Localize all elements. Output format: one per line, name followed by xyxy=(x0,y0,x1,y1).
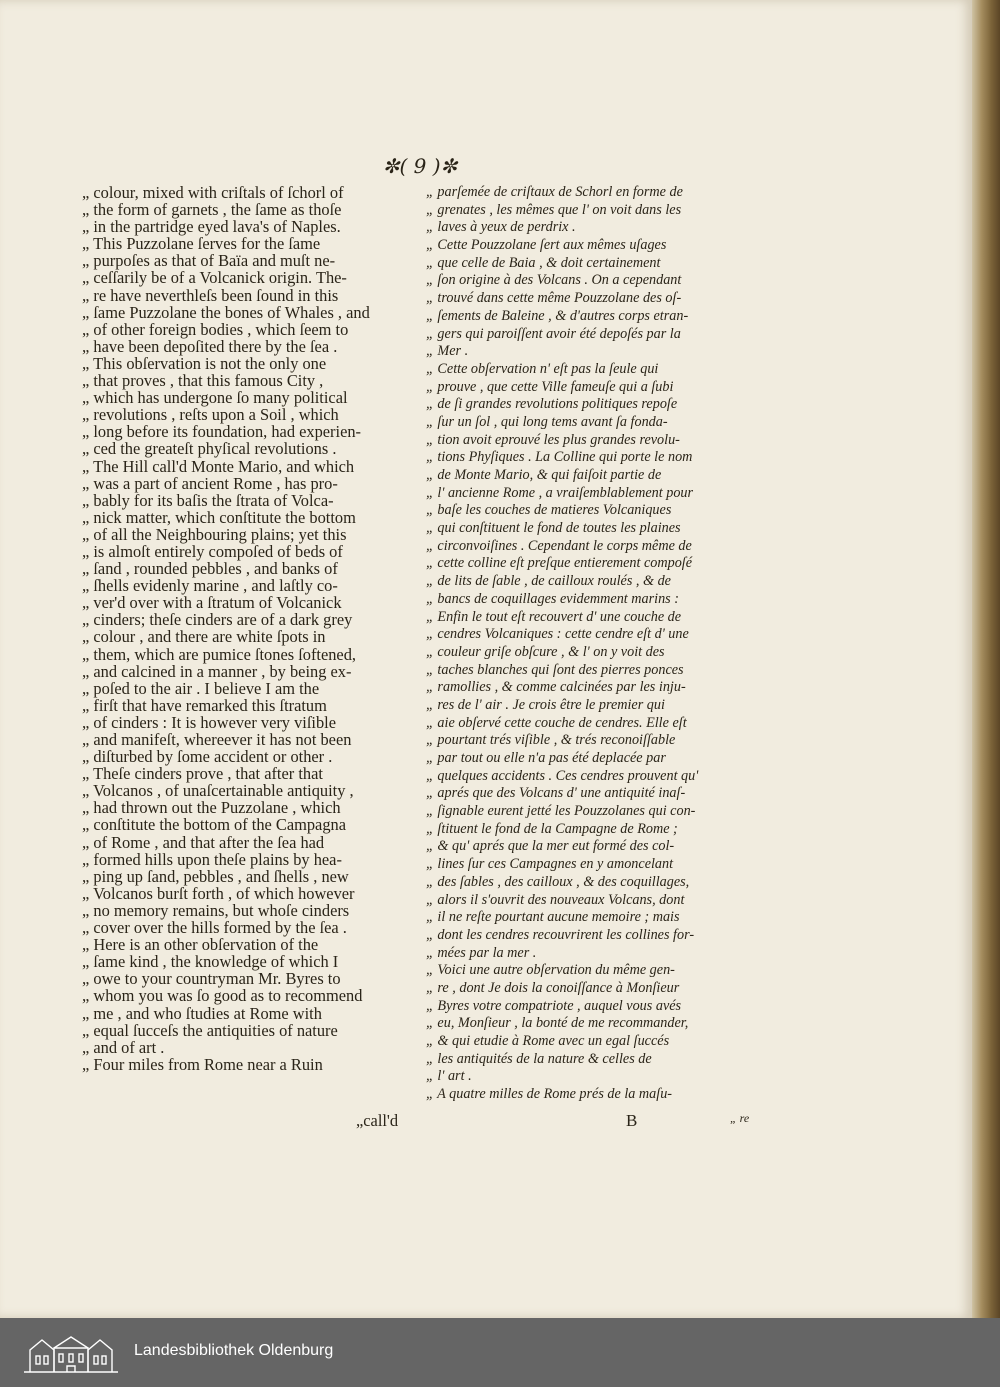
english-text-line: „ ſame kind , the knowledge of which I xyxy=(82,952,339,972)
french-text-line: „ & qui etudie à Rome avec un egal ſuccés xyxy=(426,1033,670,1049)
french-text-line: „ lines ſur ces Campagnes en y amoncelant xyxy=(426,856,674,873)
english-text-line: „ is almoſt entirely compoſed of beds of xyxy=(82,541,343,561)
english-text-line: „ of cinders : It is however very viſible xyxy=(82,712,336,732)
french-text-line: „ taches blanches qui ſont des pierres ponces xyxy=(426,661,684,678)
english-text-line: „ formed hills upon theſe plains by hea- xyxy=(82,849,342,869)
french-text-line: „ res de l' air . Je crois être le premier qui xyxy=(426,696,665,713)
catchword-english: „call'd xyxy=(356,1111,399,1130)
english-text-line: „ colour , and there are white ſpots in xyxy=(82,627,326,647)
english-text-line: „ conſtitute the bottom of the Campagna xyxy=(82,815,347,835)
english-text-line: „ bably for its baſis the ſtrata of Volca- xyxy=(82,490,334,510)
french-text-line: „ ſements de Baleine , & d'autres corps etran- xyxy=(426,307,689,324)
french-text-line: „ pourtant trés viſible , & trés reconoiſſable xyxy=(426,732,676,749)
french-text-line: „ couleur griſe obſcure , & l' on y voit des xyxy=(426,643,665,660)
french-text-line: „ de Monte Mario, & qui faiſoit partie de xyxy=(426,467,662,483)
french-text-line: „ parſemée de criſtaux de Schorl en forme de xyxy=(426,184,683,200)
english-text-line: „ equal ſucceſs the antiquities of nature xyxy=(82,1020,338,1040)
french-text-line: „ grenates , les mêmes que l' on voit dans les xyxy=(426,201,682,218)
english-text-line: „ ver'd over with a ſtratum of Volcanick xyxy=(82,593,342,613)
english-text-line: „ ſame Puzzolane the bones of Whales , and xyxy=(82,302,370,322)
english-text-line: „ and calcined in a manner , by being ex- xyxy=(82,661,352,681)
english-text-line: „ Four miles from Rome near a Ruin xyxy=(82,1054,323,1074)
french-text-line: „ ſon origine à des Volcans . On a cependant xyxy=(426,272,682,289)
english-text-line: „ This Puzzolane ſerves for the ſame xyxy=(82,234,321,254)
english-text-line: „ poſed to the air . I believe I am the xyxy=(82,678,320,698)
catchword-french: „ re xyxy=(730,1111,750,1125)
french-text-line: „ aie obſervé cette couche de cendres. Elle eſt xyxy=(426,714,687,731)
french-text-line: „ laves à yeux de perdrix . xyxy=(426,219,576,236)
english-text-line: „ of other foreign bodies , which ſeem to xyxy=(82,319,349,339)
english-text-line: „ ſhells evidenly marine , and laſtly co- xyxy=(82,576,338,596)
french-text-line: „ baſe les couches de matieres Volcaniques xyxy=(426,502,672,519)
french-text-line: „ Mer . xyxy=(426,343,469,360)
french-text-line: „ les antiquités de la nature & celles de xyxy=(426,1050,652,1067)
french-text-line: „ ſignable eurent jetté les Pouzzolanes qui con- xyxy=(426,803,696,820)
french-text-line: „ de ſi grandes revolutions politiques repoſe xyxy=(426,396,678,413)
english-text-line: „ Volcanos , of unaſcertainable antiquity , xyxy=(82,781,354,801)
footer-bar xyxy=(0,1318,1000,1387)
french-text-line: „ qui conſtituent le fond de toutes les plaines xyxy=(426,520,681,537)
english-text-line: „ have been depoſited there by the ſea . xyxy=(82,336,338,356)
english-text-line: „ and manifeſt, whereever it has not been xyxy=(82,730,352,749)
french-text-line: „ eu, Monſieur , la bonté de me recommander, xyxy=(426,1015,689,1032)
english-text-line: „ cover over the hills formed by the ſea . xyxy=(82,918,347,938)
french-text-line: „ de lits de ſable , de cailloux roulés , & de xyxy=(426,573,671,590)
french-text-line: „ aprés que des Volcans d' une antiquité inaſ- xyxy=(426,785,686,802)
english-text-line: „ owe to your countryman Mr. Byres to xyxy=(82,969,341,989)
english-text-line: „ Here is an other obſervation of the xyxy=(82,935,319,955)
french-text-line: „ alors il s'ouvrit des nouveaux Volcans, dont xyxy=(426,891,685,908)
french-text-line: „ A quatre milles de Rome prés de la maſu- xyxy=(426,1086,673,1103)
english-text-line: „ firſt that have remarked this ſtratum xyxy=(82,695,327,715)
english-text-line: „ was a part of ancient Rome , has pro- xyxy=(82,473,338,493)
french-text-line: „ re , dont Je dois la conoiſſance à Monſieur xyxy=(426,979,680,996)
french-text-line: „ ramollies , & comme calcinées par les inju- xyxy=(426,679,686,696)
english-text-line: „ me , and who ſtudies at Rome with xyxy=(82,1003,322,1023)
french-text-line: „ l' art . xyxy=(426,1068,472,1085)
french-text-line: „ circonvoiſines . Cependant le corps même de xyxy=(426,537,692,554)
english-text-line: „ had thrown out the Puzzolane , which xyxy=(82,798,341,818)
english-text-line: „ of all the Neighbouring plains; yet this xyxy=(82,524,347,544)
english-text-line: „ re have neverthleſs been ſound in this xyxy=(82,285,339,305)
english-text-line: „ the form of garnets , the ſame as thoſe xyxy=(82,200,342,220)
book-edge xyxy=(972,0,1000,1318)
english-text-line: „ nick matter, which conſtitute the bottom xyxy=(82,507,356,527)
french-text-line: „ l' ancienne Rome , a vraiſemblablement pour xyxy=(426,484,694,501)
french-text-line: „ tions Phyſiques . La Colline qui porte le nom xyxy=(426,449,693,466)
library-name: Landesbibliothek Oldenburg xyxy=(134,1342,334,1359)
english-text-line: „ colour, mixed with criſtals of ſchorl of xyxy=(82,183,344,202)
english-text-line: „ This obſervation is not the only one xyxy=(82,353,327,373)
english-text-line: „ them, which are pumice ſtones ſoftened, xyxy=(82,644,356,664)
french-text-line: „ bancs de coquillages evidemment marins : xyxy=(426,590,679,607)
english-text-line: „ that proves , that this famous City , xyxy=(82,371,324,391)
english-text-line: „ no memory remains, but whoſe cinders xyxy=(82,900,350,920)
french-text-column xyxy=(426,184,766,1104)
english-text-line: „ ping up ſand, pebbles , and ſhells , new xyxy=(82,866,349,886)
english-text-line: „ of Rome , and that after the ſea had xyxy=(82,832,325,852)
french-text-line: „ cette colline eſt preſque entierement compoſé xyxy=(426,555,693,572)
french-text-line: „ cendres Volcaniques : cette cendre eſt d' une xyxy=(426,626,689,643)
english-text-line: „ ceſſarily be of a Volcanick origin. The- xyxy=(82,268,347,288)
english-text-line: „ revolutions , reſts upon a Soil , which xyxy=(82,405,339,425)
french-text-line: „ il ne reſte pourtant aucune memoire ; mais xyxy=(426,909,680,926)
library-building-icon xyxy=(22,1334,120,1374)
french-text-line: „ Enfin le tout eſt recouvert d' une couche de xyxy=(426,608,682,625)
english-text-line: „ and of art . xyxy=(82,1037,165,1057)
french-text-line: „ Cette Pouzzolane ſert aux mêmes uſages xyxy=(426,237,667,254)
english-text-line: „ Volcanos burſt forth , of which however xyxy=(82,883,355,903)
english-text-line: „ ced the greateſt phyſical revolutions . xyxy=(82,439,337,459)
french-text-line: „ quelques accidents . Ces cendres prouvent qu' xyxy=(426,767,699,784)
french-text-line: „ gers qui paroiſſent avoir été depoſés par la xyxy=(426,325,681,342)
french-text-line: „ ſtituent le fond de la Campagne de Rome ; xyxy=(426,820,678,837)
english-text-line: „ cinders; theſe cinders are of a dark grey xyxy=(82,610,353,630)
english-text-line: „ whom you was ſo good as to recommend xyxy=(82,986,363,1006)
english-text-line: „ which has undergone ſo many political xyxy=(82,388,348,408)
english-text-line: „ The Hill call'd Monte Mario, and which xyxy=(82,456,355,476)
english-text-line: „ long before its foundation, had experien- xyxy=(82,422,362,442)
french-text-line: „ Cette obſervation n' eſt pas la ſeule qui xyxy=(426,360,659,377)
french-text-line: „ mées par la mer . xyxy=(426,944,537,961)
french-text-line: „ & qu' aprés que la mer eut formé des col- xyxy=(426,838,675,855)
english-text-line: „ in the partridge eyed lava's of Naples. xyxy=(82,217,341,237)
french-text-line: „ Voici une autre obſervation du même gen- xyxy=(426,962,675,979)
french-text-line: „ prouve , que cette Ville fameuſe qui a ſubi xyxy=(426,378,674,395)
french-text-line: „ par tout ou elle n'a pas été deplacée par xyxy=(426,750,666,766)
signature-mark: B xyxy=(626,1111,638,1130)
french-text-line: „ Byres votre compatriote , auquel vous avés xyxy=(426,997,682,1014)
english-text-line: „ Theſe cinders prove , that after that xyxy=(82,764,323,784)
english-text-line: „ ſand , rounded pebbles , and banks of xyxy=(82,559,338,579)
english-text-line: „ diſturbed by ſome accident or other . xyxy=(82,747,333,767)
french-text-line: „ que celle de Baia , & doit certainement xyxy=(426,254,661,271)
page-number-header: ✼( 9 )✼ xyxy=(382,154,458,178)
english-text-column xyxy=(82,184,412,1073)
english-text-line: „ purpoſes as that of Baïa and muſt ne- xyxy=(82,251,336,271)
french-text-line: „ dont les cendres recouvrirent les collines for- xyxy=(426,926,695,943)
french-text-line: „ trouvé dans cette même Pouzzolane des oſ- xyxy=(426,290,682,307)
french-text-line: „ tion avoit eprouvé les plus grandes revolu- xyxy=(426,431,680,448)
french-text-line: „ des ſables , des cailloux , & des coquillages, xyxy=(426,873,690,890)
french-text-line: „ ſur un ſol , qui long tems avant ſa fonda- xyxy=(426,413,668,430)
